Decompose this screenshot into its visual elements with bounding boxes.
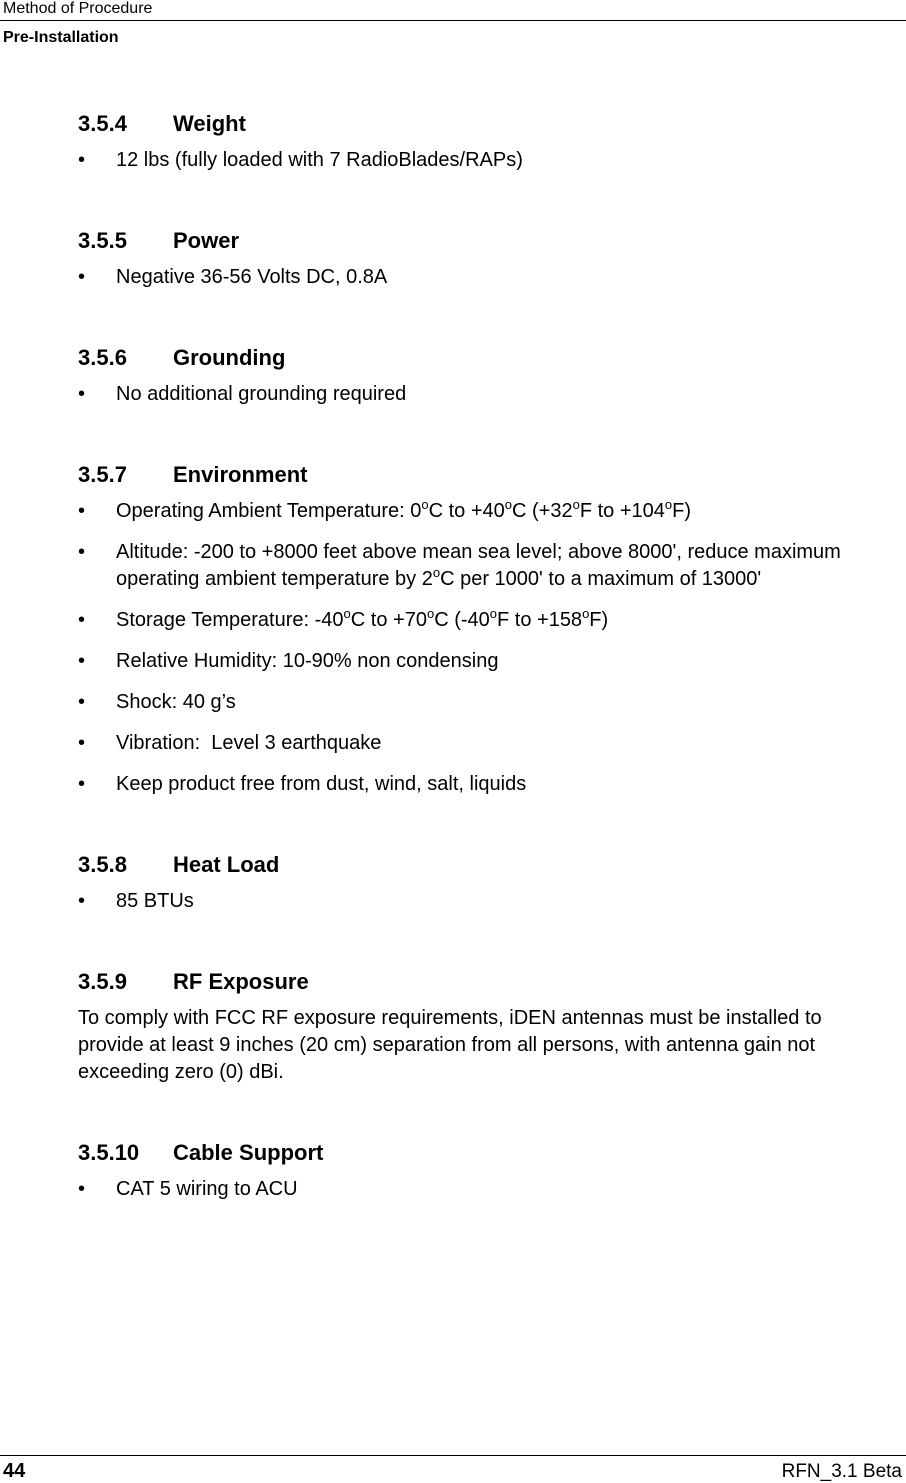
list-item: • No additional grounding required [78, 381, 898, 408]
bullet-icon: • [78, 149, 86, 171]
section-heading [78, 226, 898, 256]
bullet-icon: • [78, 383, 86, 405]
bullet-icon: • [78, 541, 86, 563]
running-header-title: Method of Procedure [3, 0, 153, 17]
list-item-vibration: • Vibration: Level 3 earthquake [78, 730, 898, 757]
section-number: 3.5.6 [78, 345, 127, 370]
section-heat-load [78, 850, 898, 915]
list-item: • Negative 36-56 Volts DC, 0.8A [78, 264, 898, 291]
bullet-list [78, 888, 898, 915]
section-cable-support [78, 1138, 898, 1203]
degree-symbol: o [426, 606, 435, 621]
degree-symbol: o [489, 606, 497, 621]
header-divider [0, 20, 906, 21]
section-weight [78, 109, 898, 174]
section-number: 3.5.4 [78, 111, 127, 136]
page-content [78, 109, 898, 1217]
document-id: RFN_3.1 Beta [781, 1461, 902, 1482]
degree-symbol: o [504, 497, 513, 512]
section-title: Heat Load [173, 852, 280, 877]
bullet-list [78, 498, 898, 798]
list-item-altitude: • Altitude: -200 to +8000 feet above mean sea level; above 8000', reduce maximum operating ambient temperature by 2$^o$C per 1000' to a maximum of 13000' [78, 541, 841, 590]
bullet-icon: • [78, 500, 86, 522]
running-header-subtitle: Pre-Installation [3, 29, 119, 46]
section-power [78, 226, 898, 291]
list-item-environment-free: • Keep product free from dust, wind, salt, liquids [78, 771, 898, 798]
section-title: Grounding [173, 345, 286, 370]
section-heading [78, 967, 898, 997]
section-number: 3.5.5 [78, 228, 127, 253]
list-item: • CAT 5 wiring to ACU [78, 1176, 898, 1203]
degree-symbol: o [572, 497, 580, 512]
bullet-list [78, 147, 898, 174]
bullet-icon: • [78, 266, 86, 288]
section-title: Power [173, 228, 240, 253]
section-number: 3.5.10 [78, 1140, 140, 1165]
degree-symbol: o [664, 497, 673, 512]
bullet-list [78, 264, 898, 291]
bullet-icon: • [78, 890, 86, 912]
section-heading [78, 1138, 898, 1168]
section-heading [78, 343, 898, 373]
section-number: 3.5.9 [78, 969, 127, 994]
bullet-icon: • [78, 650, 86, 672]
degree-symbol: o [582, 606, 590, 621]
bullet-icon: • [78, 773, 86, 795]
degree-symbol: o [421, 497, 429, 512]
section-title: Weight [173, 111, 246, 136]
section-heading [78, 109, 898, 139]
bullet-icon: • [78, 1178, 86, 1200]
page-number: 44 [3, 1460, 26, 1482]
section-environment [78, 460, 898, 798]
list-item: • 85 BTUs [78, 888, 898, 915]
footer-divider [0, 1455, 906, 1456]
list-item-shock: • Shock: 40 g’s [78, 689, 898, 716]
bullet-icon: • [78, 609, 86, 631]
section-number: 3.5.8 [78, 852, 127, 877]
section-title: Environment [173, 462, 308, 487]
list-item: • 12 lbs (fully loaded with 7 RadioBlades/RAPs) [78, 147, 898, 174]
list-item-operating-temperature: • Operating Ambient Temperature: 0$^o$C to $+40^oC$ ($+32^oF$ to $+104^oF$) [78, 498, 898, 525]
bullet-icon: • [78, 732, 86, 754]
section-title: Cable Support [173, 1140, 324, 1165]
section-grounding [78, 343, 898, 408]
rf-exposure-paragraph: To comply with FCC RF exposure requirements, iDEN antennas must be installed to provide at least 9 inches (20 cm) separation from all persons, with antenna gain not exceeding zero (0) dBi. [78, 1007, 822, 1083]
section-heading [78, 850, 898, 880]
list-item-humidity: • Relative Humidity: 10-90% non condensing [78, 648, 898, 675]
section-number: 3.5.7 [78, 462, 127, 487]
section-title: RF Exposure [173, 969, 309, 994]
degree-symbol: o [343, 606, 351, 621]
bullet-icon: • [78, 691, 86, 713]
bullet-list [78, 1176, 898, 1203]
section-rf-exposure [78, 967, 898, 1086]
list-item-storage-temperature: • Storage Temperature: -40$^o$C to $+70^oC$ (-40$^o$F to $+158^oF$) [78, 607, 898, 634]
section-heading [78, 460, 898, 490]
bullet-list [78, 381, 898, 408]
degree-symbol: o [432, 565, 441, 580]
